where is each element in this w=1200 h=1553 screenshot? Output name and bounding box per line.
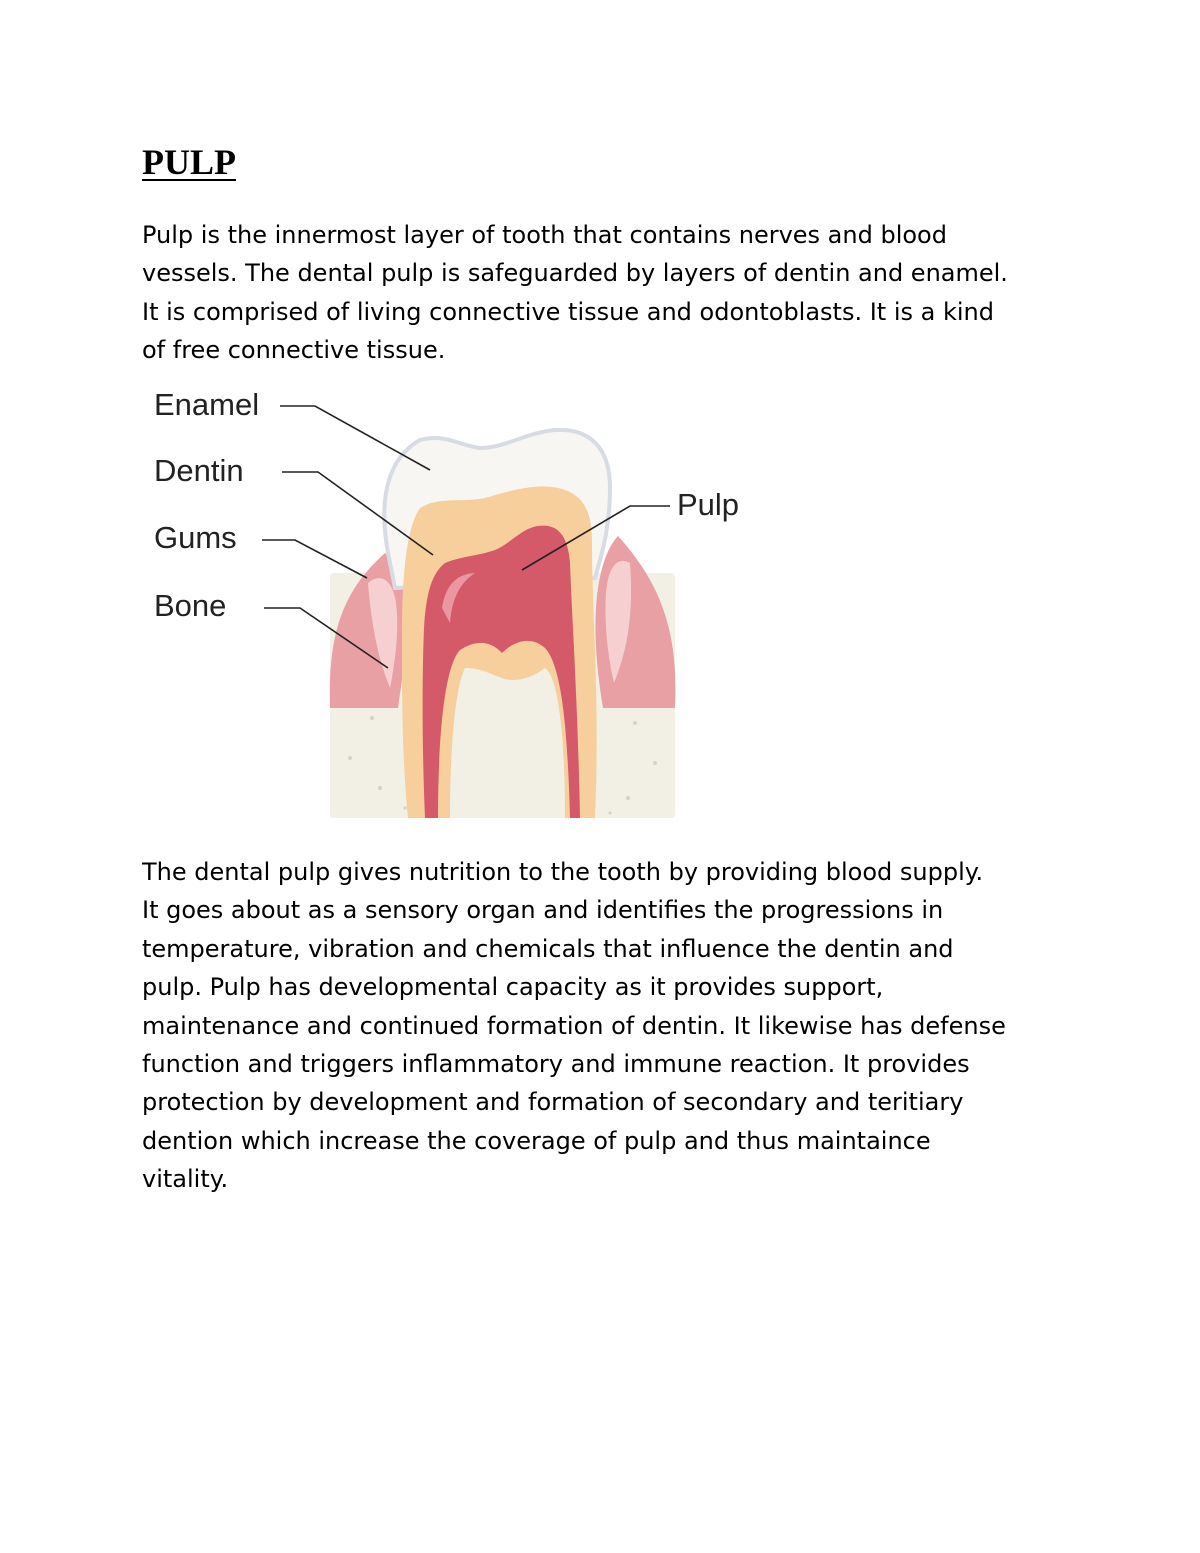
paragraph-line: vessels. The dental pulp is safeguarded by layers of dentin and enamel. <box>142 259 1008 288</box>
tooth-anatomy-diagram <box>140 378 780 823</box>
paragraph-line: Pulp is the innermost layer of tooth that contains nerves and blood <box>142 221 947 249</box>
label-pulp: Pulp <box>677 487 740 522</box>
paragraph-line: vitality. <box>142 1165 229 1194</box>
paragraph-line: function and triggers inflammatory and immune reaction. It provides <box>142 1050 970 1079</box>
paragraph-line: pulp. Pulp has developmental capacity as it provides support, <box>142 973 884 1002</box>
function-paragraph <box>142 853 1006 1199</box>
paragraph-line: It is comprised of living connective tissue and odontoblasts. It is a kind <box>142 297 994 326</box>
label-enamel: Enamel <box>154 387 260 422</box>
paragraph-line: maintenance and continued formation of dentin. It likewise has defense <box>142 1011 1006 1040</box>
paragraph-line: of free connective tissue. <box>142 336 446 365</box>
paragraph-line: protection by development and formation of secondary and teritiary <box>142 1088 964 1117</box>
paragraph-line: It goes about as a sensory organ and identifies the progressions in <box>142 896 944 925</box>
intro-paragraph <box>142 216 1008 370</box>
paragraph-line: dention which increase the coverage of pulp and thus maintaince <box>142 1126 931 1155</box>
label-gums: Gums <box>154 520 237 555</box>
page-title: PULP <box>142 142 236 182</box>
label-dentin: Dentin <box>154 453 244 488</box>
label-bone: Bone <box>154 588 227 623</box>
paragraph-line: temperature, vibration and chemicals that influence the dentin and <box>142 934 954 963</box>
tooth-diagram-svg <box>140 378 780 823</box>
paragraph-line: The dental pulp gives nutrition to the tooth by providing blood supply. <box>142 858 984 886</box>
